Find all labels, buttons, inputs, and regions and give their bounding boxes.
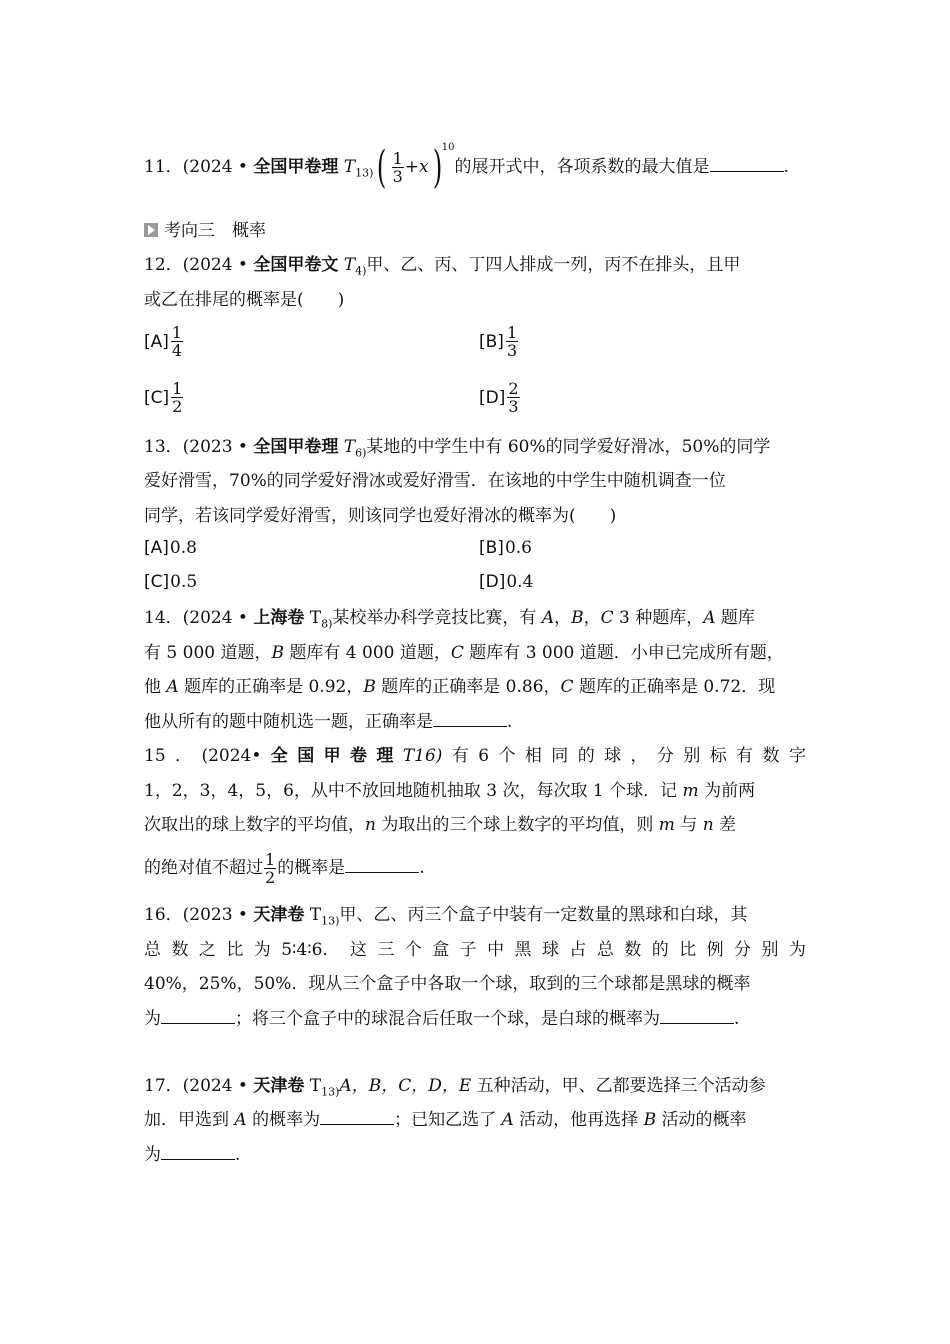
- q12-line-1: 12．(2024 • 全国甲卷文 $T_{4)}$甲、乙、丙、丁四人排成一列，丙不在排头，且甲: [144, 255, 741, 278]
- left-paren: (: [377, 141, 387, 193]
- q12-source: 全国甲卷文: [253, 255, 339, 275]
- q15-line-2: 1，2，3，4，5，6，从中不放回地随机抽取 3 次，每次取 1 个球．记 m 为前两: [144, 781, 756, 801]
- q15-line-1: 15 ． (2024• 全 国 甲 卷 理 T16) 有 6 个 相 同 的 球 ， 分 别 标 有 数 字: [144, 746, 806, 766]
- q16-line-1: 16．(2023 • 天津卷 $T_{13)}$甲、乙、丙三个盒子中装有一定数量的黑球和白球，其: [144, 905, 748, 928]
- q13-line-3: 同学，若该同学爱好滑雪，则该同学也爱好滑冰的概率为( ): [144, 506, 617, 526]
- q15-fraction: $\frac{1}{2}$: [265, 850, 276, 887]
- q13-line-2: 爱好滑雪，70%的同学爱好滑冰或爱好滑雪．在该地的中学生中随机调查一位: [144, 471, 726, 491]
- q16-line-2: 总 数 之 比 为 5∶4∶6． 这 三 个 盒 子 中 黑 球 占 总 数 的 比 例 分 别 为: [144, 940, 806, 960]
- q12-option-c[interactable]: [C] $\frac{1}{2}$: [144, 379, 183, 416]
- answer-blank[interactable]: [433, 710, 507, 727]
- q14-source: 上海卷: [253, 608, 305, 628]
- q12-line-2: 或乙在排尾的概率是( ): [144, 290, 345, 310]
- q14-line-1: 14．(2024 • 上海卷 $T_{8)}$某校举办科学竞技比赛，有 A，B，C 3 种题库，A 题库: [144, 608, 755, 631]
- answer-blank[interactable]: [320, 1108, 394, 1125]
- section-heading: 考向三 概率: [144, 219, 266, 243]
- q12-option-d[interactable]: [D] $\frac{2}{3}$: [479, 379, 519, 416]
- q17-source: 天津卷: [253, 1076, 305, 1096]
- q16-line-4: 为 ；将三个盒子中的球混合后任取一个球，是白球的概率为 .: [144, 1009, 740, 1029]
- q11-line: 11．(2024 • 全国甲卷理 $T_{13)}$( $\frac{1}{3}$ +x)$^{10}$的展开式中，各项系数的最大值是 .: [144, 141, 789, 193]
- q17-line-3: 为 .: [144, 1145, 241, 1165]
- answer-blank[interactable]: [161, 1143, 235, 1160]
- q14-line-2: 有 5 000 道题，B 题库有 4 000 道题，C 题库有 3 000 道题．小申已完成所有题，: [144, 643, 784, 663]
- q15-line-3: 次取出的球上数字的平均值，n 为取出的三个球上数字的平均值，则 m 与 n 差: [144, 815, 737, 835]
- q12-option-a[interactable]: [A] $\frac{1}{4}$: [144, 323, 183, 360]
- q15-line-4: 的绝对值不超过 $\frac{1}{2}$ 的概率是 .: [144, 850, 425, 887]
- q17-line-1: 17．(2024 • 天津卷 $T_{13)}A$，B，C，D，E 五种活动，甲、乙都要选择三个活动参: [144, 1076, 766, 1099]
- q13-source: 全国甲卷理: [253, 437, 339, 457]
- q13-line-1: 13．(2023 • 全国甲卷理 $T_{6)}$某地的中学生中有 60%的同学爱好滑冰，50%的同学: [144, 437, 771, 460]
- answer-blank[interactable]: [660, 1007, 734, 1024]
- right-paren: ): [432, 141, 442, 193]
- answer-blank[interactable]: [345, 856, 419, 873]
- q17-line-2: 加．甲选到 A 的概率为 ；已知乙选了 A 活动，他再选择 B 活动的概率: [144, 1110, 747, 1130]
- q16-source: 天津卷: [253, 905, 305, 925]
- play-icon: [144, 223, 158, 237]
- q13-option-a[interactable]: [A] 0.8: [144, 538, 197, 558]
- answer-blank[interactable]: [161, 1007, 235, 1024]
- answer-blank[interactable]: [710, 155, 784, 172]
- q13-option-c[interactable]: [C] 0.5: [144, 572, 198, 592]
- q13-option-b[interactable]: [B] 0.6: [479, 538, 532, 558]
- q11-fraction: $\frac{1}{3}$: [392, 149, 403, 186]
- q11-source: 全国甲卷理: [253, 157, 339, 177]
- q14-line-3: 他 A 题库的正确率是 0.92，B 题库的正确率是 0.86，C 题库的正确率是 0.72．现: [144, 677, 776, 697]
- q14-line-4: 他从所有的题中随机选一题，正确率是 .: [144, 712, 513, 732]
- q13-option-d[interactable]: [D] 0.4: [479, 572, 534, 592]
- q16-line-3: 40%，25%，50%．现从三个盒子中各取一个球，取到的三个球都是黑球的概率: [144, 974, 751, 994]
- q12-option-b[interactable]: [B] $\frac{1}{3}$: [479, 323, 518, 360]
